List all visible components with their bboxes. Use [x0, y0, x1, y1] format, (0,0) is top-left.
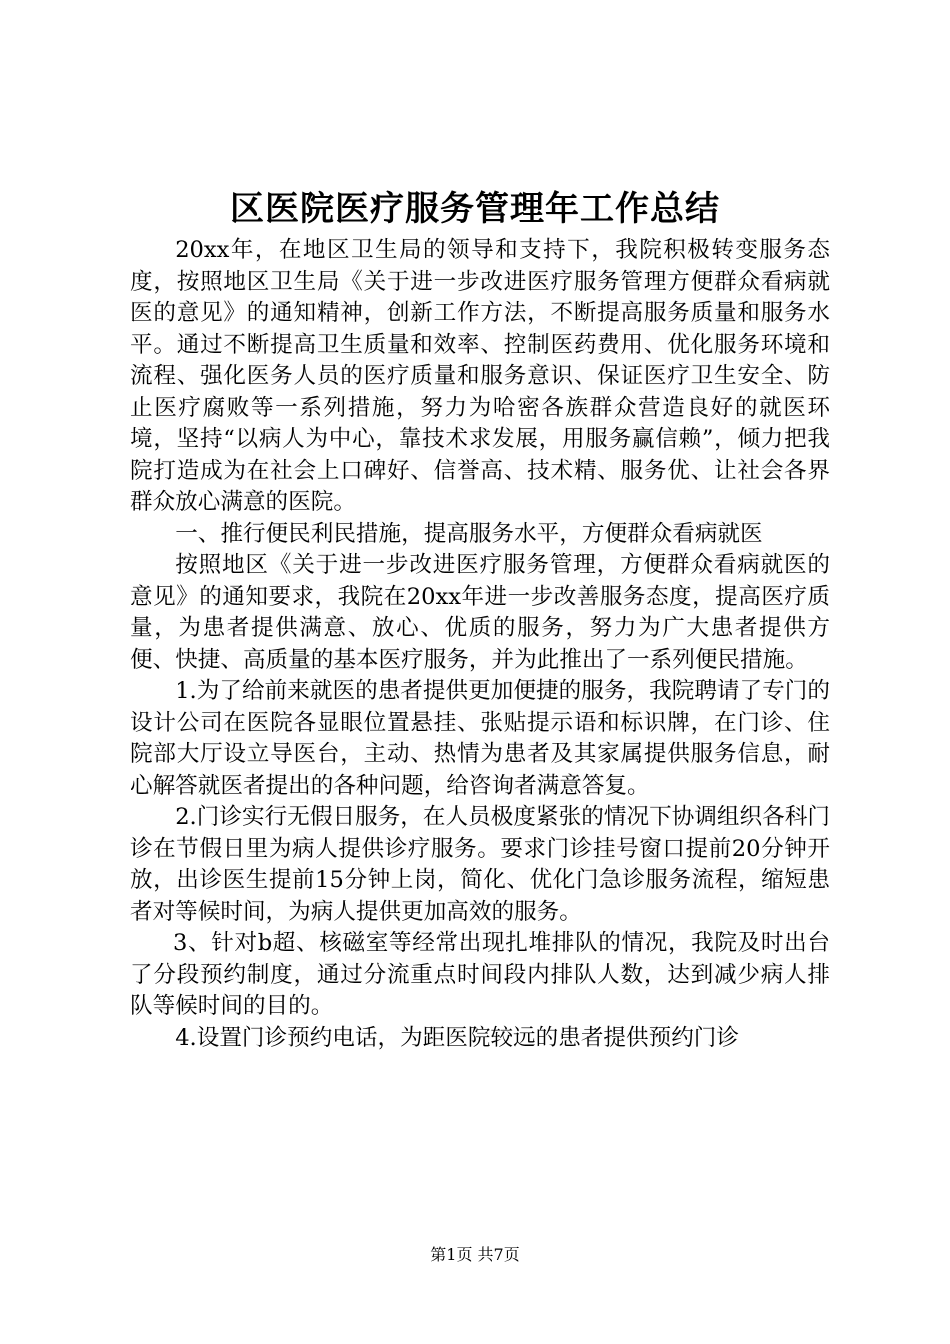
list-item-4: 4.设置门诊预约电话，为距医院较远的患者提供预约门诊 [175, 1024, 739, 1051]
list-item-3: 3、针对b超、核磁室等经常出现扎堆排队的情况，我院及时出台了分段预约制度，通过分流重点时间段内排队人数，达到减少病人排队等候时间的目的。 [130, 930, 830, 1019]
paragraph-section-1: 按照地区《关于进一步改进医疗服务管理，方便群众看病就医的意见》的通知要求，我院在20xx年进一步改善服务态度，提高医疗质量，为患者提供满意、放心、优质的服务，努力为广大患者提供方便、快捷、高质量的基本医疗服务，并为此推出了一系列便民措施。 [130, 552, 830, 673]
page-number-footer: 第1页 共7页 [430, 1245, 520, 1264]
list-item-1: 1.为了给前来就医的患者提供更加便捷的服务，我院聘请了专门的设计公司在医院各显眼位置悬挂、张贴提示语和标识牌，在门诊、住院部大厅设立导医台，主动、热情为患者及其家属提供服务信息，耐心解答就医者提出的各种问题，给咨询者满意答复。 [130, 678, 830, 799]
document-title: 区医院医疗服务管理年工作总结 [230, 189, 720, 229]
document-body [130, 235, 830, 1054]
section-heading-1: 一、推行便民利民措施，提高服务水平，方便群众看病就医 [175, 520, 763, 547]
paragraph-intro: 20xx年，在地区卫生局的领导和支持下，我院积极转变服务态度，按照地区卫生局《关于进一步改进医疗服务管理方便群众看病就医的意见》的通知精神，创新工作方法，不断提高服务质量和服务水平。通过不断提高卫生质量和效率、控制医药费用、优化服务环境和流程、强化医务人员的医疗质量和服务意识、保证医疗卫生安全、防止医疗腐败等一系列措施，努力为哈密各族群众营造良好的就医环境，坚持“以病人为中心，靠技术求发展，用服务赢信赖”，倾力把我院打造成为在社会上口碑好、信誉高、技术精、服务优、让社会各界群众放心满意的医院。 [130, 237, 830, 515]
list-item-2: 2.门诊实行无假日服务，在人员极度紧张的情况下协调组织各科门诊在节假日里为病人提供诊疗服务。要求门诊挂号窗口提前20分钟开放，出诊医生提前15分钟上岗，简化、优化门急诊服务流程，缩短患者对等候时间，为病人提供更加高效的服务。 [130, 804, 830, 925]
